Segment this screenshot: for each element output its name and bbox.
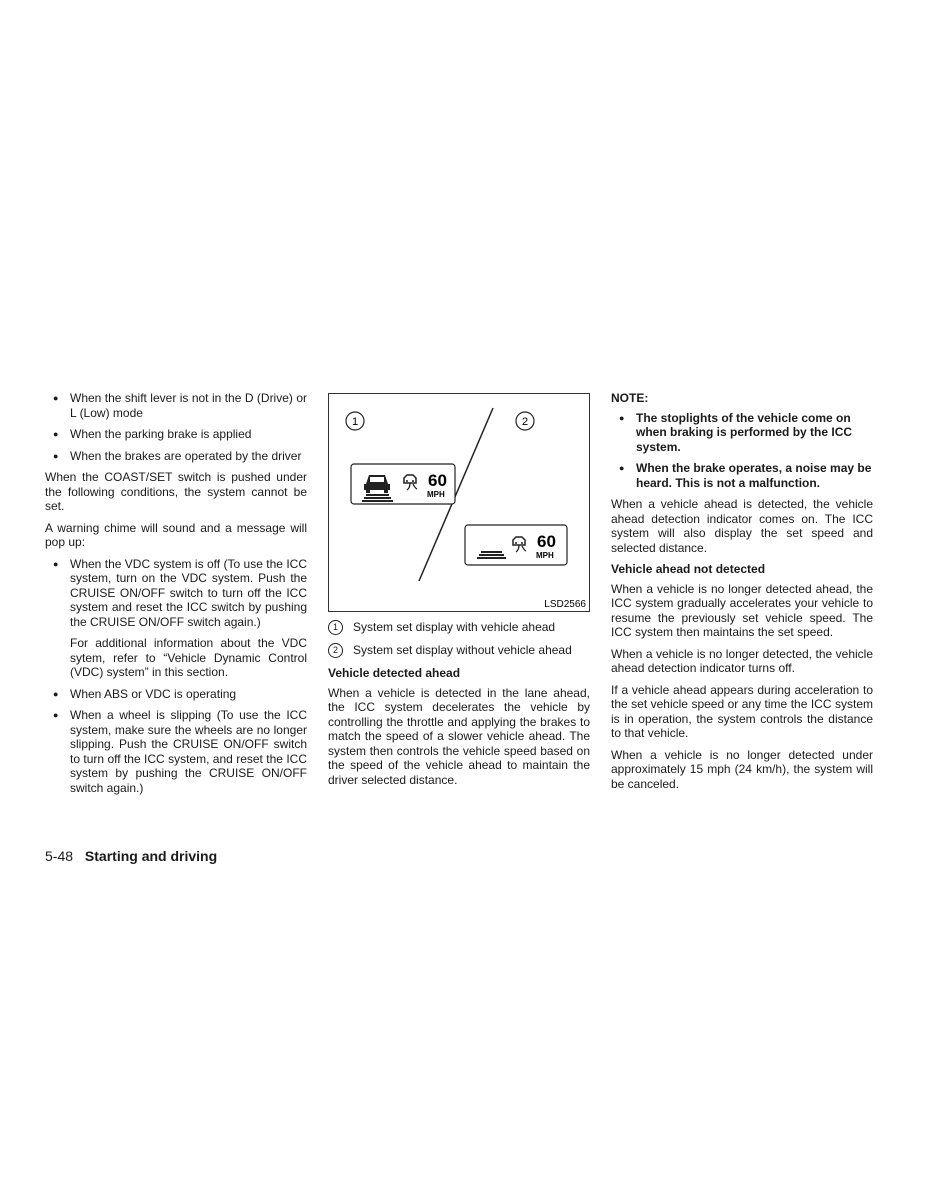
paragraph: When a vehicle ahead is detected, the vehicle ahead detection indicator comes on. The ICC system will also display the set speed and selected distance.: [611, 497, 873, 555]
callout-item: [328, 643, 590, 658]
figure-illustration: [329, 394, 589, 611]
paragraph: When a vehicle is no longer detected under approximately 15 mph (24 km/h), the system will be canceled.: [611, 747, 873, 791]
callout-number-2: 2: [521, 416, 529, 428]
right-column: [611, 391, 873, 798]
list-item: ● When the brakes are operated by the driver: [45, 449, 307, 464]
icc-display-figure: [328, 393, 590, 612]
section-title: Starting and driving: [84, 848, 218, 864]
speed-unit-1: MPH: [427, 490, 445, 499]
list-item: ● When a wheel is slipping (To use the ICC system, make sure the wheels are no longer slipping. Push the CRUISE ON/OFF switch to turn off the ICC system, and reset the ICC system by pushing the CRUISE ON/OFF switch again.): [45, 708, 307, 795]
left-column: [45, 391, 307, 802]
speed-unit-2: MPH: [536, 551, 554, 560]
paragraph: If a vehicle ahead appears during acceleration to the set vehicle speed or any time the ICC system is in operation, the system controls the distance to that vehicle.: [611, 682, 873, 740]
paragraph: When a vehicle is no longer detected, the vehicle ahead detection indicator turns off.: [611, 646, 873, 675]
page-number: 5-48: [45, 848, 74, 864]
paragraph: When the COAST/SET switch is pushed under the following conditions, the system cannot be set.: [45, 470, 307, 513]
note-heading: NOTE:: [611, 391, 649, 405]
callout-number-1: 1: [351, 416, 359, 428]
note-item: ● When the brake operates, a noise may be heard. This is not a malfunction.: [611, 461, 873, 490]
callout-text: System set display with vehicle ahead: [353, 620, 556, 634]
note-item: ● The stoplights of the vehicle come on when braking is performed by the ICC system.: [611, 411, 873, 455]
paragraph: When a vehicle is no longer detected ahead, the ICC system gradually accelerates your vehicle to resume the previously set vehicle speed. The ICC system then maintains the set speed.: [611, 581, 873, 639]
list-item: ● When the parking brake is applied: [45, 427, 307, 442]
callout-number: 1: [328, 620, 343, 635]
list-item: ● When the VDC system is off (To use the ICC system, turn on the VDC system. Push the CRUISE ON/OFF switch to turn off the ICC system and reset the ICC switch by pushing the CRUISE ON/OFF switch again.): [45, 557, 307, 630]
callout-item: [328, 620, 590, 635]
callout-text: System set display without vehicle ahead: [353, 643, 572, 657]
set-speed-value-2: 60: [537, 532, 556, 551]
list-item: ● When ABS or VDC is operating: [45, 687, 307, 702]
figure-code: LSD2566: [544, 599, 586, 610]
callout-number: 2: [328, 643, 343, 658]
distance-bars-icon-2: [477, 551, 506, 559]
list-item: ● When the shift lever is not in the D (Drive) or L (Low) mode: [45, 391, 307, 420]
page-footer: [45, 848, 217, 864]
middle-column: [328, 391, 590, 794]
paragraph: For additional information about the VDC sytem, refer to “Vehicle Dynamic Control (VDC) system” in this section.: [70, 636, 307, 679]
set-speed-value-1: 60: [428, 471, 447, 490]
section-heading: Vehicle ahead not detected: [611, 562, 766, 576]
section-heading: Vehicle detected ahead: [328, 666, 461, 680]
distance-bars-icon: [362, 494, 393, 502]
paragraph: A warning chime will sound and a message will pop up:: [45, 520, 307, 549]
paragraph: When a vehicle is detected in the lane ahead, the ICC system decelerates the vehicle by controlling the throttle and applying the brakes to match the speed of a slower vehicle ahead. The system then controls the vehicle speed based on the speed of the vehicle ahead to maintain the driver selected distance.: [328, 685, 590, 787]
